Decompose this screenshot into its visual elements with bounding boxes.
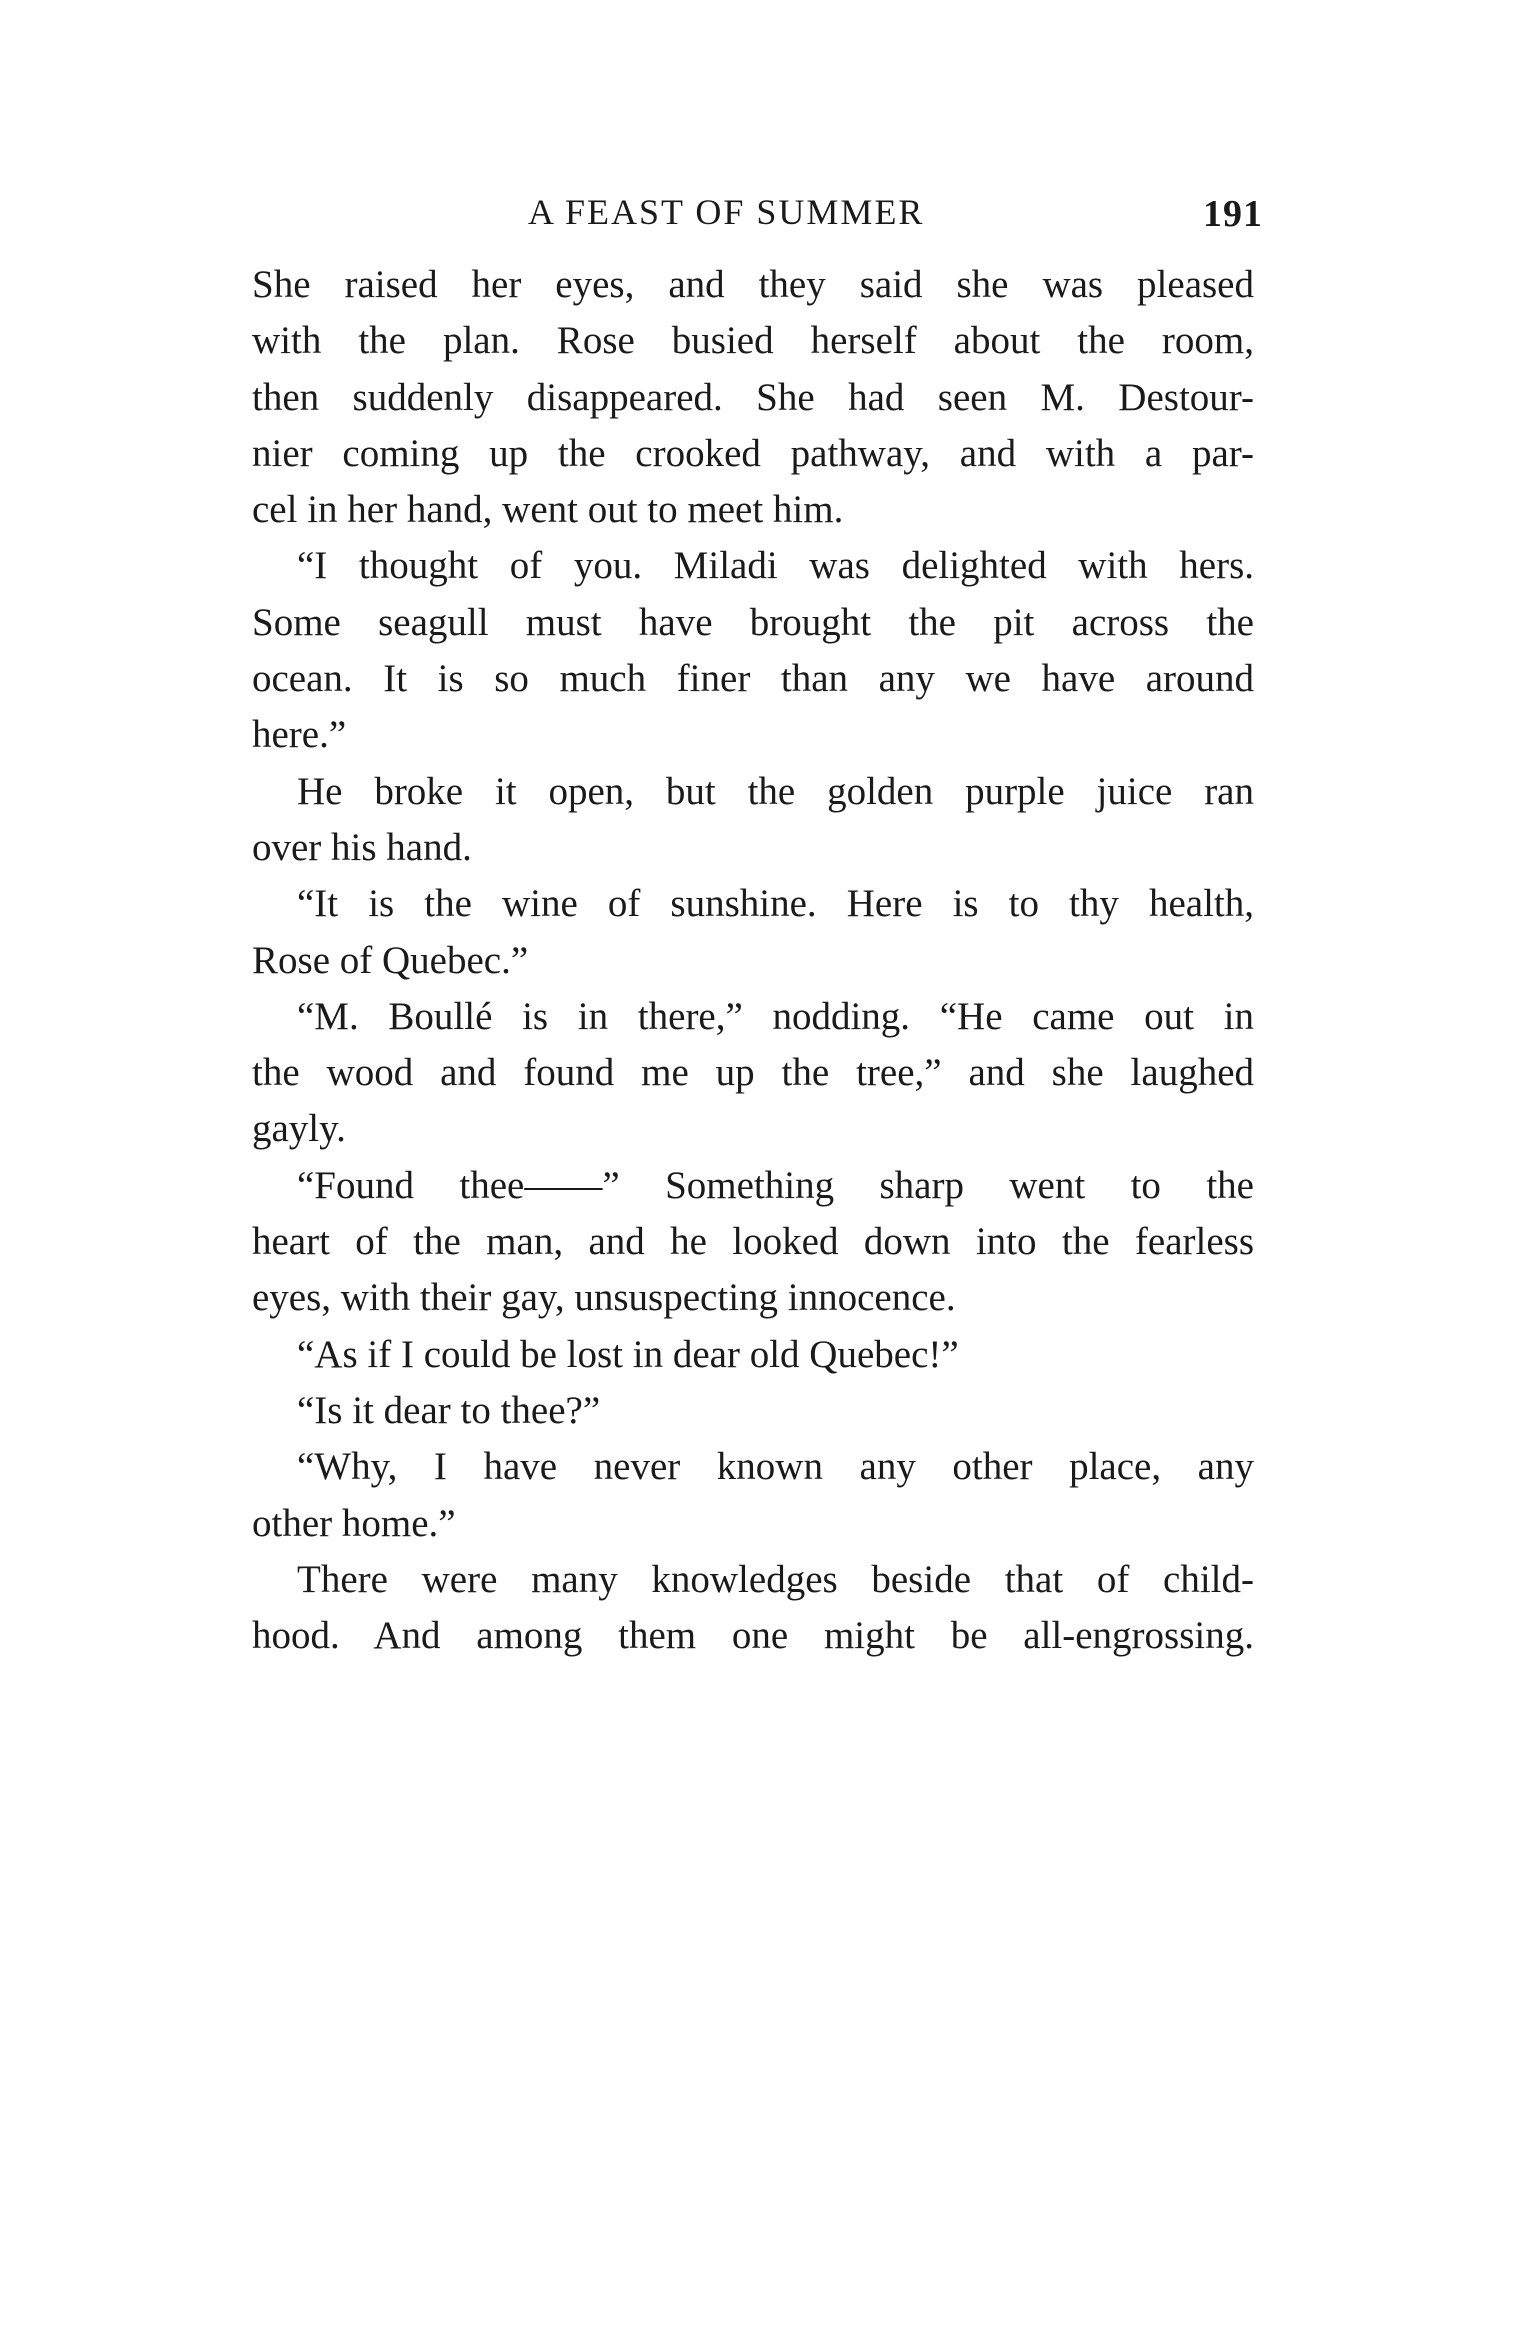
text-line: “Why, I have never known any other place, any <box>297 1445 1254 1489</box>
text-line: “I thought of you. Miladi was delighted with hers. <box>297 544 1254 588</box>
text-line: ocean. It is so much finer than any we have around <box>252 657 1254 701</box>
text-line: “M. Boullé is in there,” nodding. “He came out in <box>297 994 1254 1038</box>
text-line: the wood and found me up the tree,” and she laughed <box>252 1051 1254 1095</box>
text-line: then suddenly disappeared. She had seen M. Destour- <box>252 375 1254 419</box>
text-line: nier coming up the crooked pathway, and with a par- <box>252 431 1254 475</box>
text-line: Some seagull must have brought the pit across the <box>252 600 1254 644</box>
running-head <box>0 182 1516 242</box>
text-line: eyes, with their gay, unsuspecting innocence. <box>252 1276 956 1320</box>
body-text <box>252 257 1254 1664</box>
text-line: gayly. <box>252 1107 346 1151</box>
text-line: hood. And among them one might be all-engrossing. <box>252 1614 1254 1658</box>
text-line: He broke it open, but the golden purple juice ran <box>297 769 1254 813</box>
text-line: “Is it dear to thee?” <box>297 1388 601 1432</box>
page-number: 191 <box>1203 193 1263 235</box>
text-line: cel in her hand, went out to meet him. <box>252 488 844 532</box>
text-line: other home.” <box>252 1501 456 1545</box>
text-line: over his hand. <box>252 825 472 869</box>
text-line: heart of the man, and he looked down into the fearless <box>252 1220 1254 1264</box>
text-line: There were many knowledges beside that of child- <box>297 1557 1254 1601</box>
text-line: “As if I could be lost in dear old Quebec!” <box>297 1332 959 1376</box>
text-line: She raised her eyes, and they said she was pleased <box>252 263 1254 306</box>
text-line: here.” <box>252 713 347 757</box>
running-title: A FEAST OF SUMMER <box>528 192 925 232</box>
text-line: “Found thee——” Something sharp went to the <box>297 1163 1254 1207</box>
text-line: Rose of Quebec.” <box>252 938 529 982</box>
text-line: “It is the wine of sunshine. Here is to thy health, <box>297 882 1254 926</box>
text-line: with the plan. Rose busied herself about the room, <box>252 319 1254 363</box>
